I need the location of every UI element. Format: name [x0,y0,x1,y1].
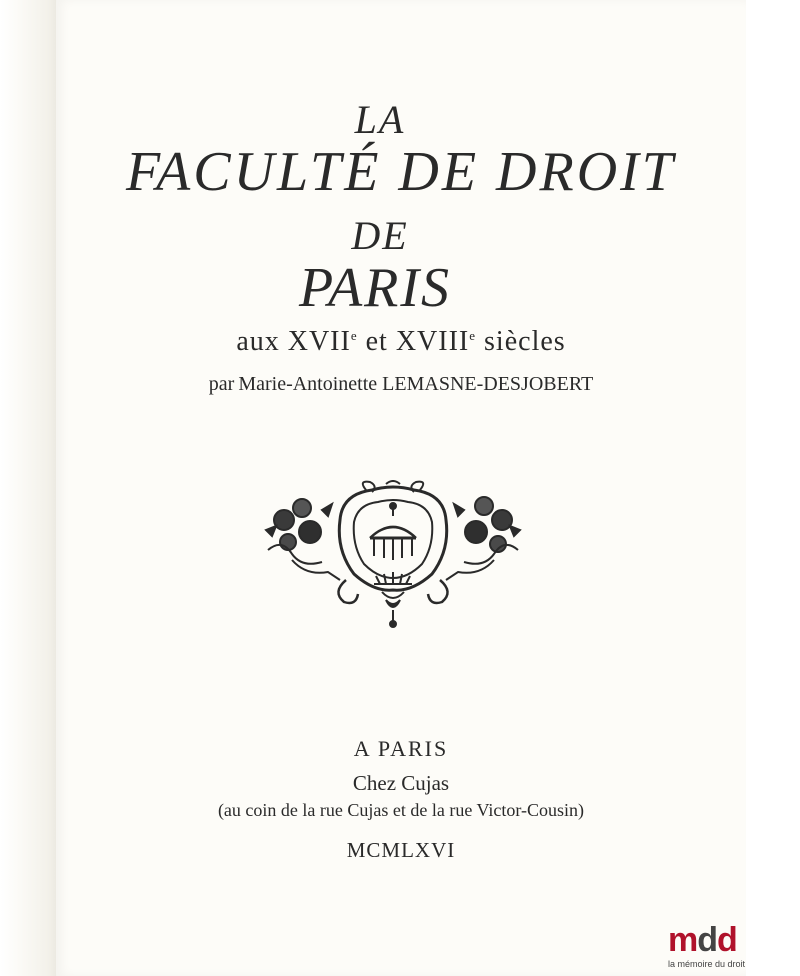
subtitle [56,326,746,358]
baroque-cartouche-ornament-icon [262,480,524,628]
subtitle-middle: et XVIII [357,326,470,357]
author-prefix: par [208,373,235,395]
page-margin [746,0,800,976]
title-line-3: DE [351,213,409,258]
subtitle-suffix: siècles [476,326,566,357]
subtitle-superscript-2: e [469,328,477,343]
imprint-publisher: Chez Cujas [352,771,450,795]
imprint-year: MCMLXVI [346,838,456,862]
right-flower-bouquet-icon [446,497,520,580]
author-line [56,373,746,396]
author-name: Marie-Antoinette LEMASNE-DESJOBERT [238,373,594,395]
imprint-address: (au coin de la rue Cujas et de la rue Victor-Cousin) [217,800,585,820]
logo-letter-d1: d [697,921,718,959]
subtitle-prefix: aux XVII [236,326,351,357]
binding-gutter [0,0,56,976]
title-line-4: PARIS [298,257,452,319]
imprint-place: A PARIS [353,736,449,761]
logo-letter-d2: d [717,921,737,959]
logo-tagline: la mémoire du droit [668,959,746,969]
title-line-1: LA [354,97,406,142]
subtitle-superscript-1: e [350,328,358,343]
mdd-logo [668,922,796,974]
left-flower-bouquet-icon [266,499,340,580]
mdd-logo-mark [668,922,737,958]
title-line-2: FACULTÉ DE DROIT [126,141,676,203]
logo-letter-m: m [668,921,698,959]
